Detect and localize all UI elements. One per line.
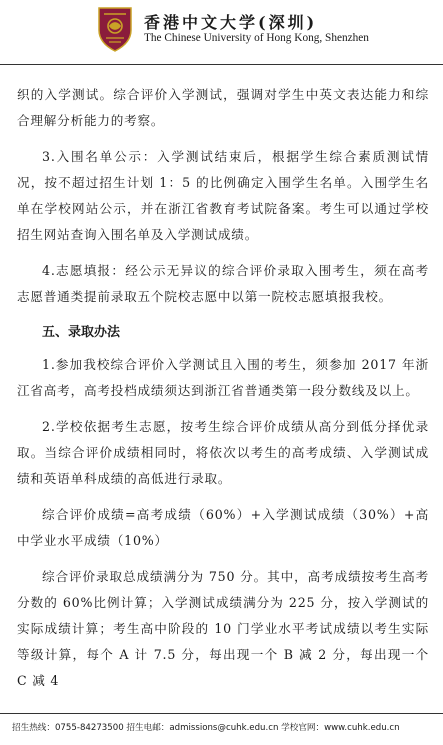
paragraph-score-formula: 综合评价成绩=高考成绩（60%）+入学测试成绩（30%）+高中学业水平成绩（10%） — [17, 507, 429, 548]
paragraph-selection-order: 2.学校依据考生志愿，按考生综合评价成绩从高分到低分择优录取。当综合评价成绩相同时，将依次以考生的高考成绩、入学测试成绩和英语单科成绩的高低进行录取。 — [17, 419, 429, 486]
document-body — [17, 82, 429, 704]
section-heading-admission-method: 五、录取办法 — [42, 325, 121, 340]
page-header — [0, 0, 443, 70]
cuhk-shield-logo-icon — [97, 6, 133, 52]
paragraph-score-details: 综合评价录取总成绩满分为 750 分。其中，高考成绩按考生高考分数的 60%比例计算；入学测试成绩满分为 225 分，按入学测试的实际成绩计算；考生高中阶段的 10 门学业水平考试成绩以考生实际等级计算，每个 A 计 7.5 分，每出现一个 B 减 2 分，每出现一个 C 减 4 — [17, 569, 429, 688]
university-name-english: The Chinese University of Hong Kong, Shenzhen — [144, 32, 369, 44]
paragraph-eligibility: 1.参加我校综合评价入学测试且入围的考生，须参加 2017 年浙江省高考，高考投档成绩须达到浙江省普通类第一段分数线及以上。 — [17, 357, 429, 398]
university-name-chinese: 香港中文大学(深圳) — [144, 13, 318, 32]
header-divider — [0, 64, 443, 65]
footer-contact-info: 招生热线：0755-84273500 招生电邮：admissions@cuhk.edu.cn 学校官网：www.cuhk.edu.cn — [12, 723, 400, 733]
paragraph-continued: 织的入学测试。综合评价入学测试，强调对学生中英文表达能力和综合理解分析能力的考察。 — [17, 87, 429, 128]
paragraph-shortlist-announcement: 3.入围名单公示：入学测试结束后，根据学生综合素质测试情况，按不超过招生计划 1：5 的比例确定入围学生名单。入围学生名单在学校网站公示，并在浙江省教育考试院备案。考生可以通过学校招生网站查询入围名单及入学测试成绩。 — [17, 149, 429, 242]
footer-divider — [0, 713, 443, 714]
paragraph-application-filing: 4.志愿填报：经公示无异议的综合评价录取入围考生，须在高考志愿普通类提前录取五个院校志愿中以第一院校志愿填报我校。 — [17, 263, 429, 304]
